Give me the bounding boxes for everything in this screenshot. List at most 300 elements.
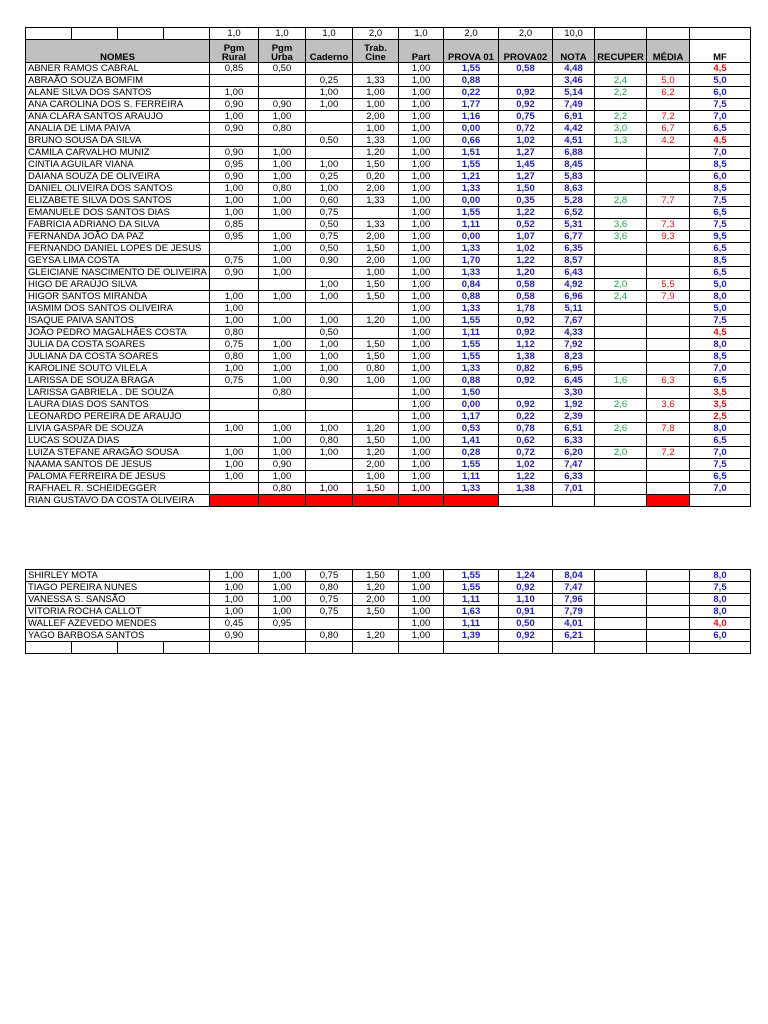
- part-cell[interactable]: 1,00: [399, 447, 444, 459]
- prova02-cell[interactable]: 0,58: [499, 291, 553, 303]
- trab-cine-cell[interactable]: 2,00: [353, 459, 399, 471]
- pgm-urba-cell[interactable]: 1,00: [259, 195, 306, 207]
- recuper-cell[interactable]: 3,6: [595, 231, 647, 243]
- prova01-cell[interactable]: 1,55: [444, 570, 499, 582]
- nota-cell[interactable]: 7,79: [553, 606, 595, 618]
- prova02-cell[interactable]: 1,22: [499, 207, 553, 219]
- media-cell[interactable]: [647, 471, 690, 483]
- caderno-cell[interactable]: [306, 471, 353, 483]
- pgm-rural-cell[interactable]: 1,00: [210, 459, 259, 471]
- recuper-cell[interactable]: [595, 63, 647, 75]
- trab-cine-cell[interactable]: 1,50: [353, 606, 399, 618]
- recuper-cell[interactable]: [595, 171, 647, 183]
- mf-cell[interactable]: 3,5: [690, 387, 751, 399]
- part-cell[interactable]: 1,00: [399, 423, 444, 435]
- trab-cine-cell[interactable]: 1,20: [353, 582, 399, 594]
- student-name[interactable]: JOÃO PEDRO MAGALHÃES COSTA: [26, 327, 210, 339]
- caderno-cell[interactable]: 0,75: [306, 570, 353, 582]
- prova01-cell[interactable]: 1,33: [444, 267, 499, 279]
- prova02-cell[interactable]: 0,72: [499, 447, 553, 459]
- pgm-rural-cell[interactable]: 1,00: [210, 183, 259, 195]
- pgm-rural-cell[interactable]: 1,00: [210, 207, 259, 219]
- prova02-cell[interactable]: 1,02: [499, 135, 553, 147]
- pgm-urba-cell[interactable]: 1,00: [259, 243, 306, 255]
- caderno-cell[interactable]: 0,50: [306, 219, 353, 231]
- empty-cell[interactable]: [553, 642, 595, 654]
- part-cell[interactable]: 1,00: [399, 459, 444, 471]
- prova01-cell[interactable]: 0,00: [444, 195, 499, 207]
- pgm-urba-cell[interactable]: 0,90: [259, 99, 306, 111]
- prova01-cell[interactable]: 0,88: [444, 375, 499, 387]
- media-cell[interactable]: 6,7: [647, 123, 690, 135]
- nota-cell[interactable]: 7,96: [553, 594, 595, 606]
- media-cell[interactable]: [647, 351, 690, 363]
- nota-cell[interactable]: 3,30: [553, 387, 595, 399]
- nota-cell[interactable]: 4,33: [553, 327, 595, 339]
- prova02-cell[interactable]: 0,92: [499, 630, 553, 642]
- empty-cell[interactable]: [210, 642, 259, 654]
- nota-cell[interactable]: 7,47: [553, 582, 595, 594]
- media-cell[interactable]: [647, 339, 690, 351]
- trab-cine-cell[interactable]: 0,20: [353, 171, 399, 183]
- pgm-urba-cell[interactable]: 1,00: [259, 147, 306, 159]
- trab-cine-cell[interactable]: [353, 327, 399, 339]
- nota-cell[interactable]: 8,63: [553, 183, 595, 195]
- nota-cell[interactable]: 8,45: [553, 159, 595, 171]
- recuper-cell[interactable]: [595, 147, 647, 159]
- part-cell[interactable]: 1,00: [399, 435, 444, 447]
- pgm-urba-cell[interactable]: 1,00: [259, 267, 306, 279]
- pgm-rural-cell[interactable]: 0,75: [210, 375, 259, 387]
- prova02-cell[interactable]: 0,50: [499, 618, 553, 630]
- pgm-urba-cell[interactable]: [259, 135, 306, 147]
- pgm-rural-cell[interactable]: 1,00: [210, 582, 259, 594]
- prova02-cell[interactable]: 0,92: [499, 99, 553, 111]
- prova02-cell[interactable]: [499, 75, 553, 87]
- student-name[interactable]: LUIZA STEFANE ARAGÃO SOUSA: [26, 447, 210, 459]
- mf-cell[interactable]: 7,5: [690, 99, 751, 111]
- mf-cell[interactable]: 9,5: [690, 231, 751, 243]
- recuper-cell[interactable]: 3,0: [595, 123, 647, 135]
- student-name[interactable]: GLEICIANE NASCIMENTO DE OLIVEIRA: [26, 267, 210, 279]
- caderno-cell[interactable]: [306, 63, 353, 75]
- media-cell[interactable]: 5,5: [647, 279, 690, 291]
- recuper-cell[interactable]: [595, 483, 647, 495]
- pgm-urba-cell[interactable]: 1,00: [259, 351, 306, 363]
- nota-cell[interactable]: 6,20: [553, 447, 595, 459]
- media-cell[interactable]: 6,3: [647, 375, 690, 387]
- pgm-urba-cell[interactable]: 0,80: [259, 183, 306, 195]
- pgm-rural-cell[interactable]: [210, 279, 259, 291]
- part-cell[interactable]: 1,00: [399, 618, 444, 630]
- mf-cell[interactable]: 6,0: [690, 171, 751, 183]
- student-name[interactable]: RAFHAEL R. SCHEIDEGGER: [26, 483, 210, 495]
- recuper-cell[interactable]: [595, 267, 647, 279]
- part-cell[interactable]: 1,00: [399, 411, 444, 423]
- nota-cell[interactable]: 6,95: [553, 363, 595, 375]
- pgm-rural-cell[interactable]: 1,00: [210, 447, 259, 459]
- trab-cine-cell[interactable]: 2,00: [353, 183, 399, 195]
- pgm-rural-cell[interactable]: 0,45: [210, 618, 259, 630]
- prova02-cell[interactable]: 0,62: [499, 435, 553, 447]
- student-name[interactable]: GEYSA LIMA COSTA: [26, 255, 210, 267]
- pgm-urba-cell[interactable]: 1,00: [259, 435, 306, 447]
- pgm-urba-cell[interactable]: 1,00: [259, 582, 306, 594]
- media-cell[interactable]: [647, 171, 690, 183]
- nota-cell[interactable]: 4,92: [553, 279, 595, 291]
- nota-cell[interactable]: 7,01: [553, 483, 595, 495]
- prova02-cell[interactable]: 0,92: [499, 375, 553, 387]
- media-cell[interactable]: [647, 243, 690, 255]
- mf-cell[interactable]: 7,5: [690, 219, 751, 231]
- trab-cine-cell[interactable]: 0,80: [353, 363, 399, 375]
- prova02-cell[interactable]: 1,22: [499, 255, 553, 267]
- nota-cell[interactable]: 6,21: [553, 630, 595, 642]
- pgm-rural-cell[interactable]: [210, 411, 259, 423]
- prova02-cell[interactable]: 0,78: [499, 423, 553, 435]
- caderno-cell[interactable]: 1,00: [306, 291, 353, 303]
- nota-cell[interactable]: 5,31: [553, 219, 595, 231]
- media-cell[interactable]: [647, 363, 690, 375]
- mf-cell[interactable]: 7,0: [690, 111, 751, 123]
- pgm-urba-cell[interactable]: 1,00: [259, 447, 306, 459]
- nota-cell[interactable]: 5,28: [553, 195, 595, 207]
- trab-cine-cell[interactable]: 1,20: [353, 315, 399, 327]
- trab-cine-cell[interactable]: [353, 63, 399, 75]
- recuper-cell[interactable]: [595, 618, 647, 630]
- nota-cell[interactable]: 6,88: [553, 147, 595, 159]
- student-name[interactable]: FERNANDA JOÃO DA PAZ: [26, 231, 210, 243]
- part-cell[interactable]: 1,00: [399, 471, 444, 483]
- pgm-rural-cell[interactable]: [210, 135, 259, 147]
- mf-cell[interactable]: 6,5: [690, 471, 751, 483]
- part-cell[interactable]: 1,00: [399, 87, 444, 99]
- empty-cell[interactable]: [306, 642, 353, 654]
- caderno-cell[interactable]: 0,60: [306, 195, 353, 207]
- trab-cine-cell[interactable]: 1,50: [353, 159, 399, 171]
- caderno-cell[interactable]: 0,80: [306, 435, 353, 447]
- prova01-cell[interactable]: 0,28: [444, 447, 499, 459]
- pgm-urba-cell[interactable]: 1,00: [259, 339, 306, 351]
- prova02-cell[interactable]: 1,12: [499, 339, 553, 351]
- media-cell[interactable]: 7,9: [647, 291, 690, 303]
- mf-cell[interactable]: 4,5: [690, 135, 751, 147]
- prova02-cell[interactable]: 1,10: [499, 594, 553, 606]
- recuper-cell[interactable]: 2,2: [595, 111, 647, 123]
- mf-cell[interactable]: 6,5: [690, 207, 751, 219]
- media-cell[interactable]: [647, 183, 690, 195]
- mf-cell[interactable]: 6,5: [690, 435, 751, 447]
- header-caderno[interactable]: Caderno: [306, 40, 353, 63]
- mf-cell[interactable]: 7,5: [690, 195, 751, 207]
- mf-cell[interactable]: 8,5: [690, 159, 751, 171]
- mf-cell[interactable]: 6,0: [690, 630, 751, 642]
- part-cell[interactable]: 1,00: [399, 363, 444, 375]
- media-cell[interactable]: [647, 159, 690, 171]
- recuper-cell[interactable]: [595, 339, 647, 351]
- media-cell[interactable]: [647, 315, 690, 327]
- prova01-cell[interactable]: 1,33: [444, 183, 499, 195]
- prova01-cell[interactable]: 0,53: [444, 423, 499, 435]
- prova01-cell[interactable]: 1,55: [444, 159, 499, 171]
- recuper-cell[interactable]: [595, 582, 647, 594]
- weights-blank-cell[interactable]: [26, 28, 210, 40]
- nota-cell[interactable]: 6,43: [553, 267, 595, 279]
- pgm-rural-cell[interactable]: [210, 387, 259, 399]
- prova01-cell[interactable]: 1,55: [444, 582, 499, 594]
- prova01-cell[interactable]: 1,21: [444, 171, 499, 183]
- media-cell[interactable]: [647, 435, 690, 447]
- student-name[interactable]: SHIRLEY MOTA: [26, 570, 210, 582]
- trab-cine-cell[interactable]: 1,20: [353, 423, 399, 435]
- trab-cine-cell[interactable]: 1,00: [353, 471, 399, 483]
- caderno-cell[interactable]: 1,00: [306, 99, 353, 111]
- part-cell[interactable]: 1,00: [399, 75, 444, 87]
- caderno-cell[interactable]: 0,50: [306, 243, 353, 255]
- pgm-urba-cell[interactable]: [259, 75, 306, 87]
- prova02-cell[interactable]: 1,24: [499, 570, 553, 582]
- part-cell[interactable]: 1,00: [399, 255, 444, 267]
- recuper-cell[interactable]: [595, 630, 647, 642]
- trab-cine-cell[interactable]: 2,00: [353, 111, 399, 123]
- weight-prova01[interactable]: 2,0: [444, 28, 499, 40]
- mf-cell[interactable]: 8,0: [690, 606, 751, 618]
- prova02-cell[interactable]: 1,45: [499, 159, 553, 171]
- pgm-rural-cell[interactable]: 0,85: [210, 219, 259, 231]
- pgm-rural-cell[interactable]: 1,00: [210, 606, 259, 618]
- part-cell[interactable]: 1,00: [399, 387, 444, 399]
- nota-cell[interactable]: 4,48: [553, 63, 595, 75]
- media-cell[interactable]: [647, 267, 690, 279]
- mf-cell[interactable]: 8,0: [690, 594, 751, 606]
- prova01-cell[interactable]: 0,88: [444, 291, 499, 303]
- prova02-cell[interactable]: 0,92: [499, 87, 553, 99]
- trab-cine-cell[interactable]: 1,33: [353, 219, 399, 231]
- prova02-cell[interactable]: 0,35: [499, 195, 553, 207]
- recuper-cell[interactable]: [595, 459, 647, 471]
- part-cell[interactable]: 1,00: [399, 339, 444, 351]
- pgm-urba-cell[interactable]: [259, 399, 306, 411]
- student-name[interactable]: JULIA DA COSTA SOARES: [26, 339, 210, 351]
- weight-part[interactable]: 1,0: [399, 28, 444, 40]
- prova02-cell[interactable]: 0,22: [499, 411, 553, 423]
- caderno-cell[interactable]: 0,75: [306, 594, 353, 606]
- header-nota[interactable]: NOTA: [553, 40, 595, 63]
- student-name[interactable]: BRUNO SOUSA DA SILVA: [26, 135, 210, 147]
- recuper-cell[interactable]: [595, 207, 647, 219]
- media-cell[interactable]: [647, 483, 690, 495]
- media-cell[interactable]: 5,0: [647, 75, 690, 87]
- empty-cell[interactable]: [553, 495, 595, 507]
- part-cell[interactable]: 1,00: [399, 231, 444, 243]
- highlight-cell[interactable]: [399, 495, 444, 507]
- caderno-cell[interactable]: 1,00: [306, 363, 353, 375]
- pgm-urba-cell[interactable]: [259, 279, 306, 291]
- prova02-cell[interactable]: 0,58: [499, 279, 553, 291]
- trab-cine-cell[interactable]: 1,20: [353, 147, 399, 159]
- media-cell[interactable]: [647, 630, 690, 642]
- prova02-cell[interactable]: [499, 387, 553, 399]
- prova02-cell[interactable]: 0,92: [499, 399, 553, 411]
- pgm-rural-cell[interactable]: 0,95: [210, 231, 259, 243]
- blank-cell[interactable]: [26, 642, 210, 654]
- caderno-cell[interactable]: 1,00: [306, 423, 353, 435]
- part-cell[interactable]: 1,00: [399, 219, 444, 231]
- recuper-cell[interactable]: [595, 243, 647, 255]
- caderno-cell[interactable]: 0,90: [306, 375, 353, 387]
- part-cell[interactable]: 1,00: [399, 99, 444, 111]
- trab-cine-cell[interactable]: 1,00: [353, 87, 399, 99]
- caderno-cell[interactable]: 0,50: [306, 327, 353, 339]
- media-cell[interactable]: [647, 570, 690, 582]
- student-name[interactable]: FABRICIA ADRIANO DA SILVA: [26, 219, 210, 231]
- pgm-rural-cell[interactable]: 0,90: [210, 267, 259, 279]
- part-cell[interactable]: 1,00: [399, 606, 444, 618]
- part-cell[interactable]: 1,00: [399, 123, 444, 135]
- part-cell[interactable]: 1,00: [399, 111, 444, 123]
- part-cell[interactable]: 1,00: [399, 291, 444, 303]
- trab-cine-cell[interactable]: 2,00: [353, 594, 399, 606]
- part-cell[interactable]: 1,00: [399, 630, 444, 642]
- mf-cell[interactable]: 8,0: [690, 339, 751, 351]
- media-cell[interactable]: 9,3: [647, 231, 690, 243]
- trab-cine-cell[interactable]: [353, 207, 399, 219]
- pgm-urba-cell[interactable]: 1,00: [259, 315, 306, 327]
- recuper-cell[interactable]: 1,3: [595, 135, 647, 147]
- trab-cine-cell[interactable]: 1,00: [353, 123, 399, 135]
- caderno-cell[interactable]: [306, 147, 353, 159]
- mf-cell[interactable]: 8,0: [690, 423, 751, 435]
- pgm-rural-cell[interactable]: 0,75: [210, 339, 259, 351]
- pgm-rural-cell[interactable]: 0,85: [210, 63, 259, 75]
- pgm-rural-cell[interactable]: 1,00: [210, 471, 259, 483]
- pgm-urba-cell[interactable]: 0,50: [259, 63, 306, 75]
- pgm-rural-cell[interactable]: 1,00: [210, 111, 259, 123]
- trab-cine-cell[interactable]: [353, 303, 399, 315]
- pgm-rural-cell[interactable]: [210, 399, 259, 411]
- recuper-cell[interactable]: 2,6: [595, 399, 647, 411]
- prova01-cell[interactable]: 1,11: [444, 327, 499, 339]
- mf-cell[interactable]: 7,5: [690, 315, 751, 327]
- recuper-cell[interactable]: [595, 411, 647, 423]
- media-cell[interactable]: [647, 63, 690, 75]
- pgm-urba-cell[interactable]: 1,00: [259, 363, 306, 375]
- media-cell[interactable]: [647, 327, 690, 339]
- mf-cell[interactable]: 8,5: [690, 183, 751, 195]
- student-name[interactable]: WALLEF AZEVEDO MENDES: [26, 618, 210, 630]
- prova01-cell[interactable]: 1,17: [444, 411, 499, 423]
- nota-cell[interactable]: 7,47: [553, 459, 595, 471]
- pgm-rural-cell[interactable]: 0,90: [210, 630, 259, 642]
- pgm-rural-cell[interactable]: 0,90: [210, 123, 259, 135]
- part-cell[interactable]: 1,00: [399, 483, 444, 495]
- pgm-urba-cell[interactable]: [259, 87, 306, 99]
- recuper-cell[interactable]: [595, 303, 647, 315]
- part-cell[interactable]: 1,00: [399, 399, 444, 411]
- part-cell[interactable]: 1,00: [399, 147, 444, 159]
- caderno-cell[interactable]: 1,00: [306, 279, 353, 291]
- header-prova01[interactable]: PROVA 01: [444, 40, 499, 63]
- caderno-cell[interactable]: 1,00: [306, 339, 353, 351]
- media-cell[interactable]: [647, 99, 690, 111]
- pgm-urba-cell[interactable]: 1,00: [259, 111, 306, 123]
- mf-cell[interactable]: 7,0: [690, 447, 751, 459]
- mf-cell[interactable]: 6,0: [690, 87, 751, 99]
- highlight-cell[interactable]: [444, 495, 499, 507]
- trab-cine-cell[interactable]: 1,50: [353, 291, 399, 303]
- prova01-cell[interactable]: 1,77: [444, 99, 499, 111]
- caderno-cell[interactable]: 0,25: [306, 171, 353, 183]
- pgm-rural-cell[interactable]: 0,80: [210, 351, 259, 363]
- media-cell[interactable]: [647, 606, 690, 618]
- prova02-cell[interactable]: 0,58: [499, 63, 553, 75]
- student-name[interactable]: IASMIM DOS SANTOS OLIVEIRA: [26, 303, 210, 315]
- caderno-cell[interactable]: 1,00: [306, 87, 353, 99]
- pgm-urba-cell[interactable]: [259, 327, 306, 339]
- media-cell[interactable]: [647, 618, 690, 630]
- pgm-urba-cell[interactable]: 1,00: [259, 291, 306, 303]
- nota-cell[interactable]: 8,57: [553, 255, 595, 267]
- weight-caderno[interactable]: 1,0: [306, 28, 353, 40]
- highlight-cell[interactable]: [210, 495, 259, 507]
- media-cell[interactable]: [647, 303, 690, 315]
- prova01-cell[interactable]: 1,11: [444, 618, 499, 630]
- part-cell[interactable]: 1,00: [399, 207, 444, 219]
- nota-cell[interactable]: 6,35: [553, 243, 595, 255]
- prova01-cell[interactable]: 1,33: [444, 243, 499, 255]
- caderno-cell[interactable]: [306, 123, 353, 135]
- caderno-cell[interactable]: [306, 267, 353, 279]
- nota-cell[interactable]: 8,23: [553, 351, 595, 363]
- caderno-cell[interactable]: 0,75: [306, 207, 353, 219]
- caderno-cell[interactable]: [306, 387, 353, 399]
- media-cell[interactable]: 3,6: [647, 399, 690, 411]
- trab-cine-cell[interactable]: 1,33: [353, 195, 399, 207]
- mf-cell[interactable]: 7,0: [690, 363, 751, 375]
- weight-urba[interactable]: 1,0: [259, 28, 306, 40]
- trab-cine-cell[interactable]: 1,33: [353, 75, 399, 87]
- student-name[interactable]: DANIEL OLIVEIRA DOS SANTOS: [26, 183, 210, 195]
- prova02-cell[interactable]: 0,75: [499, 111, 553, 123]
- prova01-cell[interactable]: 1,33: [444, 303, 499, 315]
- prova02-cell[interactable]: 1,27: [499, 147, 553, 159]
- caderno-cell[interactable]: 1,00: [306, 447, 353, 459]
- prova01-cell[interactable]: 1,55: [444, 351, 499, 363]
- student-name[interactable]: LUCAS SOUZA DIAS: [26, 435, 210, 447]
- media-cell[interactable]: [647, 147, 690, 159]
- pgm-rural-cell[interactable]: 1,00: [210, 363, 259, 375]
- header-mf[interactable]: MF: [690, 40, 751, 63]
- trab-cine-cell[interactable]: 1,33: [353, 135, 399, 147]
- media-cell[interactable]: [647, 207, 690, 219]
- header-cine[interactable]: [353, 40, 399, 63]
- caderno-cell[interactable]: 1,00: [306, 315, 353, 327]
- student-name[interactable]: LARISSA GABRIELA . DE SOUZA: [26, 387, 210, 399]
- recuper-cell[interactable]: 3,6: [595, 219, 647, 231]
- trab-cine-cell[interactable]: [353, 411, 399, 423]
- prova01-cell[interactable]: 1,55: [444, 339, 499, 351]
- mf-cell[interactable]: 8,5: [690, 351, 751, 363]
- prova01-cell[interactable]: 1,50: [444, 387, 499, 399]
- empty-cell[interactable]: [690, 642, 751, 654]
- weight-prova02[interactable]: 2,0: [499, 28, 553, 40]
- empty-cell[interactable]: [690, 495, 751, 507]
- part-cell[interactable]: 1,00: [399, 351, 444, 363]
- trab-cine-cell[interactable]: 1,20: [353, 630, 399, 642]
- prova01-cell[interactable]: 0,84: [444, 279, 499, 291]
- nota-cell[interactable]: 7,67: [553, 315, 595, 327]
- student-name[interactable]: DAIANA SOUZA DE OLIVEIRA: [26, 171, 210, 183]
